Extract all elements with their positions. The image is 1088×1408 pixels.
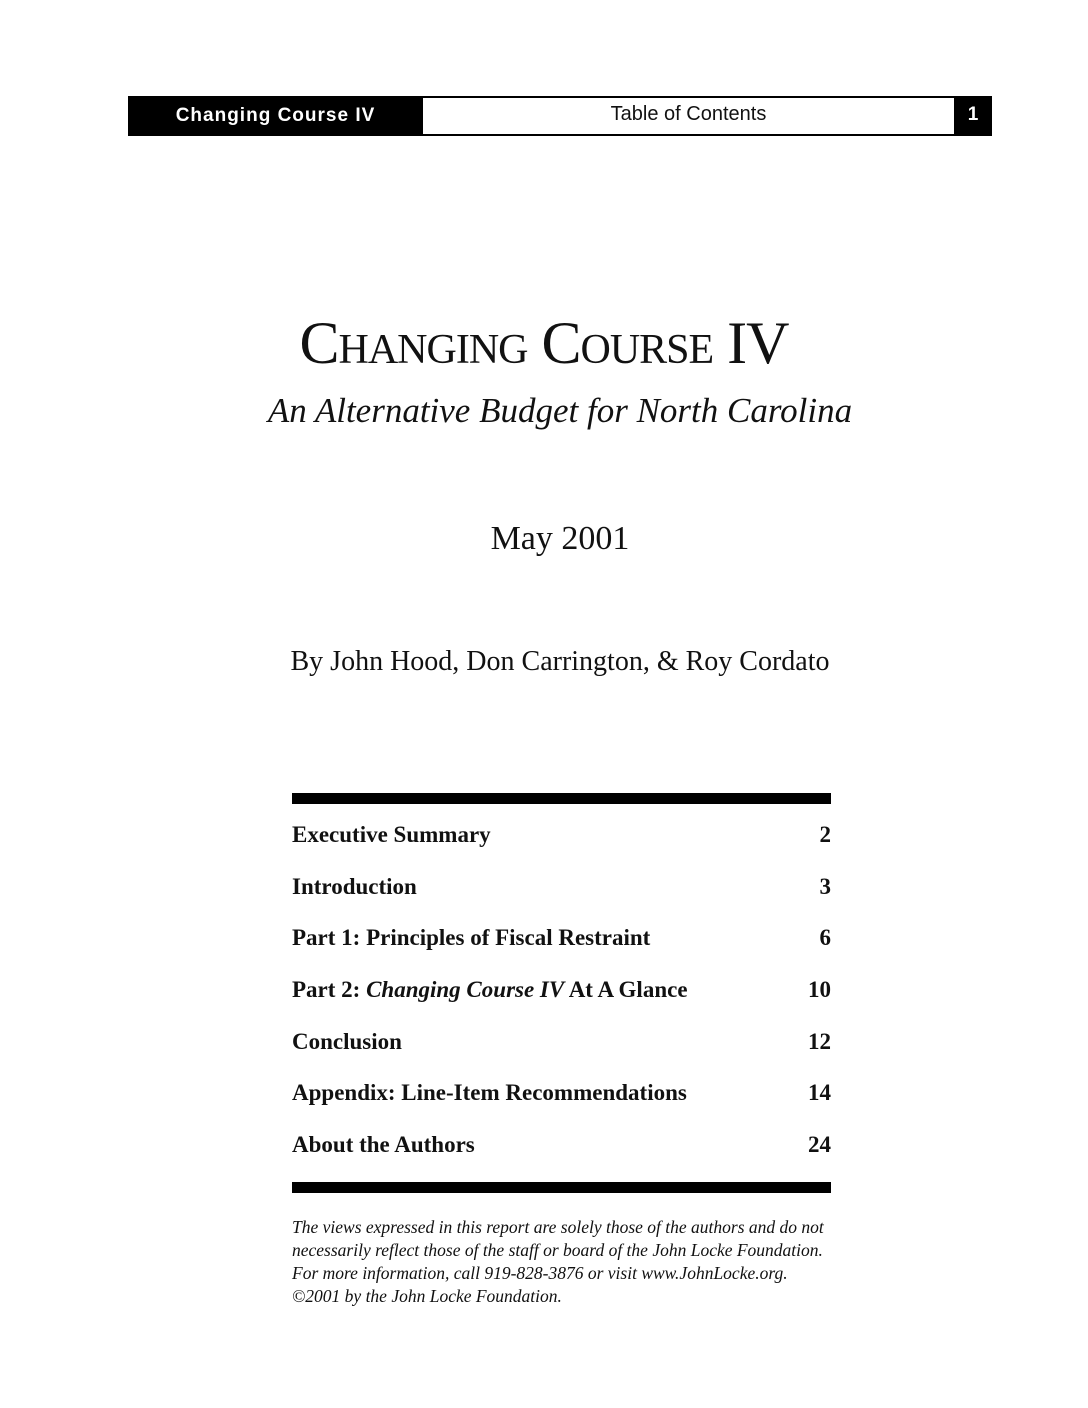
toc-entry-conclusion[interactable] bbox=[292, 1022, 831, 1074]
header-report-name: Changing Course IV bbox=[128, 96, 423, 136]
page-header bbox=[128, 96, 992, 136]
toc-entry-label-prefix: Part 2: bbox=[292, 977, 367, 1003]
header-page-number: 1 bbox=[954, 96, 992, 136]
toc-bottom-rule bbox=[292, 1182, 831, 1193]
toc-entry-label: Executive Summary bbox=[292, 822, 491, 847]
header-section-title: Table of Contents bbox=[423, 96, 954, 136]
toc-entry-page: 2 bbox=[819, 822, 831, 847]
report-authors: By John Hood, Don Carrington, & Roy Cordato bbox=[290, 646, 830, 677]
toc-entry-label-suffix: At A Glance bbox=[564, 977, 688, 1003]
report-date: May 2001 bbox=[490, 520, 630, 557]
toc-entry-part-1[interactable] bbox=[292, 918, 831, 970]
report-title: Changing Course IV bbox=[299, 310, 789, 376]
toc-entry-page: 6 bbox=[819, 925, 831, 951]
toc-entry-label: Appendix: Line-Item Recommendations bbox=[292, 1080, 687, 1106]
disclaimer-footnote: The views expressed in this report are solely those of the authors and do not necessarily reflect those of the staff or board of the John Locke Foundation. For more information, call 919-828-3876 or visit www.JohnLocke.org. ©2001 by the John Locke Foundation. bbox=[292, 1217, 824, 1306]
toc-entry-appendix[interactable] bbox=[292, 1073, 831, 1125]
toc-entry-page: 10 bbox=[808, 977, 831, 1003]
report-subtitle: An Alternative Budget for North Carolina bbox=[267, 391, 853, 430]
toc-entry-introduction[interactable] bbox=[292, 867, 831, 919]
toc-entry-label: About the Authors bbox=[292, 1132, 475, 1158]
toc-entry-page: 14 bbox=[808, 1080, 831, 1106]
toc-entry-part-2[interactable] bbox=[292, 970, 831, 1022]
toc-entry-label: Part 1: Principles of Fiscal Restraint bbox=[292, 925, 651, 951]
toc-entry-page: 3 bbox=[819, 873, 831, 899]
table-of-contents bbox=[292, 815, 831, 1177]
toc-entry-page: 24 bbox=[808, 1132, 831, 1158]
toc-entry-label: Conclusion bbox=[292, 1028, 402, 1054]
toc-top-rule bbox=[292, 793, 831, 804]
toc-entry-label bbox=[292, 970, 688, 1010]
toc-entry-page: 12 bbox=[808, 1028, 831, 1054]
toc-entry-label: Introduction bbox=[292, 873, 417, 899]
toc-entry-executive-summary[interactable] bbox=[292, 815, 831, 867]
toc-entry-label-italic: Changing Course IV bbox=[366, 977, 565, 1003]
toc-entry-about-authors[interactable] bbox=[292, 1125, 831, 1177]
